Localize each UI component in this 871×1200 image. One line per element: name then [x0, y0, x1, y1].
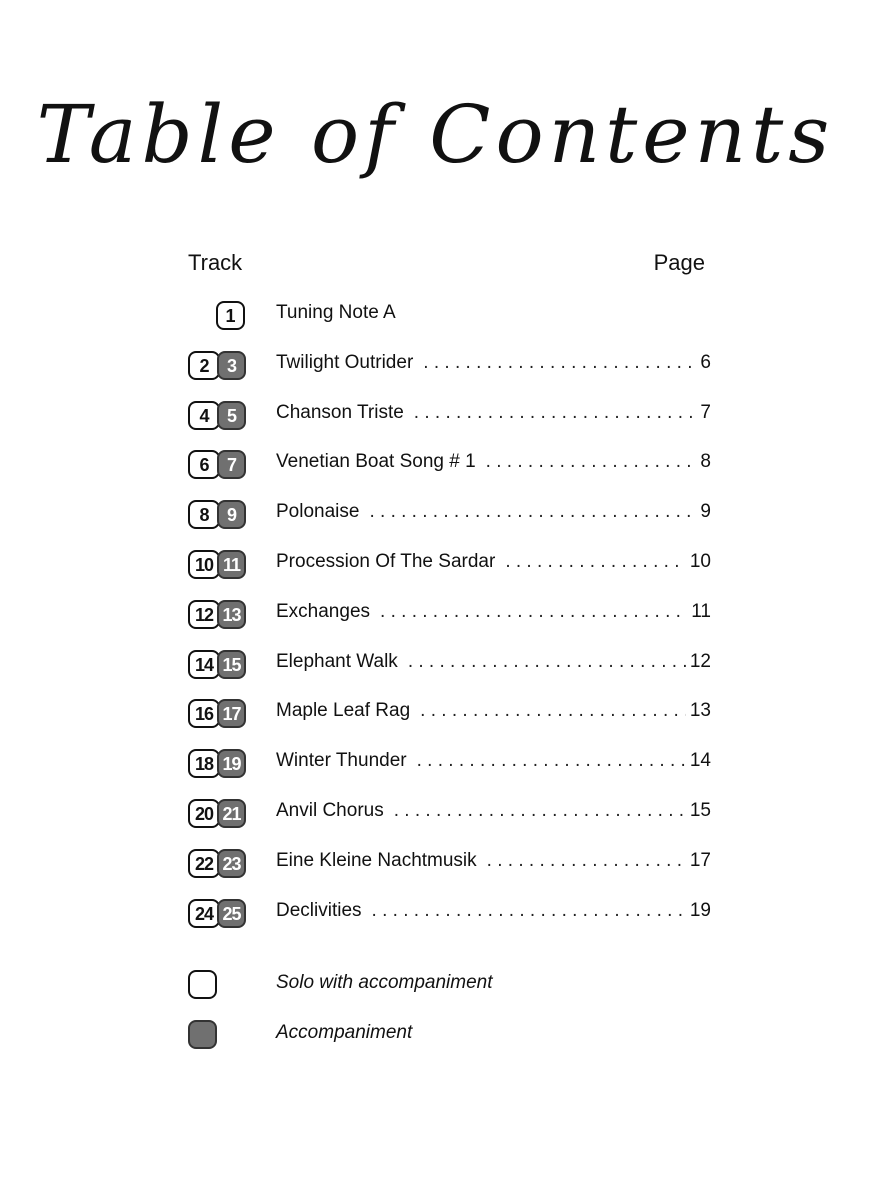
dot-leader: [417, 750, 686, 772]
legend-label-solo: Solo with accompaniment: [276, 972, 493, 993]
solo-track-badge: 22: [188, 849, 220, 878]
page-title: Table of Contents: [36, 88, 835, 181]
entry-title: Twilight Outrider: [276, 351, 414, 373]
dot-leader: [414, 402, 697, 424]
entry-page-number: 10: [689, 550, 711, 572]
accompaniment-track-badge: 3: [217, 351, 246, 380]
accompaniment-track-badge: 7: [217, 450, 246, 479]
entry-page-number: 17: [689, 849, 711, 871]
solo-track-badge: 4: [188, 401, 220, 430]
entry-page-number: 15: [689, 799, 711, 821]
solo-track-badge: 24: [188, 899, 220, 928]
solo-track-badge: 6: [188, 450, 220, 479]
contents-entry[interactable]: [0, 540, 871, 590]
solo-track-badge: 10: [188, 550, 220, 579]
solo-track-badge: 20: [188, 799, 220, 828]
legend-item-accompaniment: [188, 1015, 688, 1065]
contents-entry[interactable]: [0, 291, 871, 341]
dot-leader: [369, 501, 696, 523]
entry-title: Exchanges: [276, 600, 371, 622]
entry-title: Tuning Note A: [276, 302, 396, 323]
entry-title: Procession Of The Sardar: [276, 550, 496, 572]
entry-page-number: 9: [700, 501, 711, 523]
contents-entry[interactable]: [0, 341, 871, 391]
contents-list: [0, 291, 871, 938]
entry-title: Elephant Walk: [276, 650, 398, 672]
accompaniment-track-badge: 15: [217, 650, 246, 679]
entry-page-number: 13: [689, 700, 711, 722]
dot-leader: [380, 601, 687, 623]
entry-page-number: 19: [689, 899, 711, 921]
solo-swatch-icon: [188, 970, 217, 999]
page-column-header: Page: [653, 250, 705, 275]
entry-title: Polonaise: [276, 501, 360, 523]
accompaniment-track-badge: 13: [217, 600, 246, 629]
contents-entry[interactable]: [0, 440, 871, 490]
entry-title: Chanson Triste: [276, 401, 404, 423]
solo-track-badge: 2: [188, 351, 220, 380]
contents-entry[interactable]: [0, 590, 871, 640]
accompaniment-track-badge: 23: [217, 849, 246, 878]
dot-leader: [487, 850, 686, 872]
entry-title: Anvil Chorus: [276, 799, 384, 821]
accompaniment-track-badge: 9: [217, 500, 246, 529]
track-column-header: Track: [188, 250, 243, 275]
dot-leader: [423, 352, 696, 374]
track-legend: [188, 965, 688, 1065]
accompaniment-swatch-icon: [188, 1020, 217, 1049]
contents-entry[interactable]: [0, 739, 871, 789]
entry-title: Eine Kleine Nachtmusik: [276, 849, 477, 871]
dot-leader: [505, 551, 686, 573]
contents-entry[interactable]: [0, 889, 871, 939]
solo-track-badge: 16: [188, 699, 220, 728]
solo-track-badge: 12: [188, 600, 220, 629]
contents-entry[interactable]: [0, 789, 871, 839]
entry-page-number: 7: [700, 401, 711, 423]
solo-track-badge: 8: [188, 500, 220, 529]
entry-title: Winter Thunder: [276, 750, 407, 772]
solo-track-badge: 18: [188, 749, 220, 778]
contents-entry[interactable]: [0, 640, 871, 690]
entry-title: Maple Leaf Rag: [276, 700, 411, 722]
legend-label-accompaniment: Accompaniment: [276, 1022, 413, 1043]
contents-entry[interactable]: [0, 490, 871, 540]
accompaniment-track-badge: 17: [217, 699, 246, 728]
contents-entry[interactable]: [0, 839, 871, 889]
entry-title: Declivities: [276, 899, 362, 921]
entry-title: Venetian Boat Song # 1: [276, 451, 476, 473]
entry-page-number: 6: [700, 351, 711, 373]
entry-page-number: 8: [700, 451, 711, 473]
contents-entry[interactable]: [0, 689, 871, 739]
accompaniment-track-badge: 19: [217, 749, 246, 778]
dot-leader: [486, 451, 697, 473]
entry-page-number: 11: [691, 600, 711, 622]
dot-leader: [420, 700, 686, 722]
dot-leader: [394, 800, 686, 822]
contents-entry[interactable]: [0, 391, 871, 441]
solo-track-badge: 14: [188, 650, 220, 679]
solo-track-badge: 1: [216, 301, 245, 330]
dot-leader: [408, 651, 686, 673]
legend-item-solo: [188, 965, 688, 1015]
accompaniment-track-badge: 25: [217, 899, 246, 928]
dot-leader: [372, 900, 686, 922]
accompaniment-track-badge: 21: [217, 799, 246, 828]
entry-page-number: 12: [689, 650, 711, 672]
accompaniment-track-badge: 5: [217, 401, 246, 430]
accompaniment-track-badge: 11: [217, 550, 246, 579]
entry-page-number: 14: [689, 750, 711, 772]
